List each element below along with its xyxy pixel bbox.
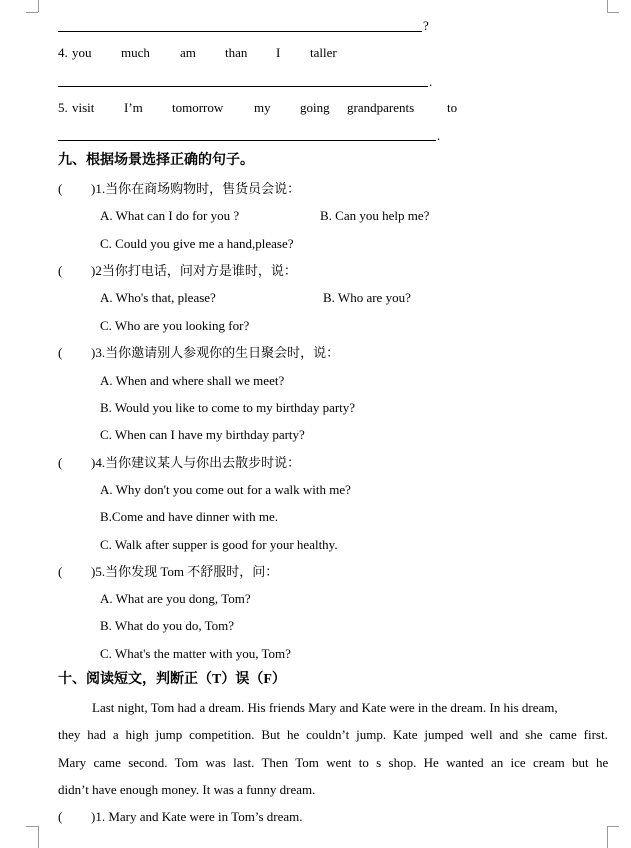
crop-mark-bottom-left-h xyxy=(26,826,38,827)
option-a: A. What can I do for you ? xyxy=(100,208,240,223)
option-c: C. Walk after supper is good for your healthy. xyxy=(100,537,338,552)
tf-question: )1. Mary and Kate were in Tom’s dream. xyxy=(91,809,303,824)
crop-mark-bottom-right-v xyxy=(607,826,608,848)
crop-mark-top-left-h xyxy=(26,12,38,13)
reading-passage-line xyxy=(58,782,608,798)
question-prompt: )4.当你建议某人与你出去散步时说： xyxy=(91,455,301,470)
reading-passage-line xyxy=(58,755,608,771)
q5-word: to xyxy=(447,100,458,115)
q5-word: my xyxy=(254,100,271,115)
answer-line-q4 xyxy=(58,86,428,87)
option-c: C. Could you give me a hand,please? xyxy=(100,236,294,251)
answer-paren: ( xyxy=(58,181,63,196)
option-b: B. Would you like to come to my birthday party? xyxy=(100,400,356,415)
crop-mark-bottom-right-h xyxy=(607,826,619,827)
passage-text: Last night, Tom had a dream. His friends Mary and Kate were in the dream. In his dream, xyxy=(92,700,558,715)
q4-end-mark: . xyxy=(429,74,433,89)
passage-text: they had a high jump competition. But he couldn’t jump. Kate jumped well and she came first. xyxy=(58,727,608,742)
q4-number: 4. xyxy=(58,45,68,60)
option-a: A. Why don't you come out for a walk with me? xyxy=(100,482,351,497)
option-b: B.Come and have dinner with me. xyxy=(100,509,278,524)
section-10-title: 十、阅读短文，判断正（T）误（F） xyxy=(58,672,286,687)
q5-number: 5. xyxy=(58,100,68,115)
q4-word: than xyxy=(225,45,248,60)
q5-word: going xyxy=(300,100,330,115)
q5-word: tomorrow xyxy=(172,100,224,115)
reading-passage-line xyxy=(58,727,608,743)
crop-mark-top-right-v xyxy=(607,0,608,12)
answer-line-q3 xyxy=(58,31,422,32)
q4-word: taller xyxy=(310,45,337,60)
q5-word: visit xyxy=(72,100,95,115)
answer-paren: ( xyxy=(58,455,63,470)
answer-line-q5 xyxy=(58,140,436,141)
q5-word: grandparents xyxy=(347,100,415,115)
option-a: A. What are you dong, Tom? xyxy=(100,591,251,606)
answer-paren: ( xyxy=(58,809,63,824)
question-prompt: )1.当你在商场购物时，售货员会说： xyxy=(91,181,301,196)
question-prompt: )3.当你邀请别人参观你的生日聚会时，说： xyxy=(91,345,340,360)
q5-end-mark: . xyxy=(437,128,441,143)
option-c: C. What's the matter with you, Tom? xyxy=(100,646,291,661)
option-c: C. Who are you looking for? xyxy=(100,318,250,333)
answer-paren: ( xyxy=(58,564,63,579)
q3-end-mark: ? xyxy=(423,18,429,33)
answer-paren: ( xyxy=(58,345,63,360)
q4-word: you xyxy=(72,45,92,60)
answer-paren: ( xyxy=(58,263,63,278)
question-prompt: )5.当你发现 Tom 不舒服时，问： xyxy=(91,564,279,579)
option-a: A. When and where shall we meet? xyxy=(100,373,285,388)
option-c: C. When can I have my birthday party? xyxy=(100,427,305,442)
q5-word: I’m xyxy=(124,100,143,115)
crop-mark-top-right-h xyxy=(607,12,619,13)
q4-word: am xyxy=(180,45,196,60)
q4-word: much xyxy=(121,45,150,60)
option-b: B. Who are you? xyxy=(323,290,411,305)
section-9-title: 九、根据场景选择正确的句子。 xyxy=(58,153,254,168)
question-prompt: )2当你打电话，问对方是谁时，说： xyxy=(91,263,297,278)
reading-passage-line xyxy=(58,700,608,716)
option-b: B. Can you help me? xyxy=(320,208,430,223)
passage-text: didn’t have enough money. It was a funny dream. xyxy=(58,782,316,797)
crop-mark-bottom-left-v xyxy=(38,826,39,848)
passage-text: Mary came second. Tom was last. Then Tom went to s shop. He wanted an ice cream but he xyxy=(58,755,609,770)
option-a: A. Who's that, please? xyxy=(100,290,216,305)
option-b: B. What do you do, Tom? xyxy=(100,618,235,633)
q4-word: I xyxy=(276,45,281,60)
crop-mark-top-left-v xyxy=(38,0,39,12)
